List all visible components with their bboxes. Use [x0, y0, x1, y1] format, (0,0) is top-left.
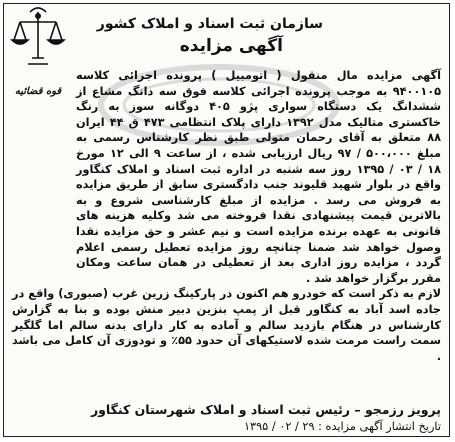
notice-body [12, 68, 441, 364]
notice-title: آگهی مزایده [179, 36, 283, 56]
notice-header [10, 8, 443, 64]
publication-date: تاریخ انتشار آگهی مزایده : ۲۹ / ۰۲ / ۱۳۹۵ [243, 420, 441, 433]
logo-caption: قوه قضائیه [14, 86, 62, 97]
notice-paragraph-2: لازم به ذکر است که خودرو هم اکنون در پارکینگ زرین غرب (صبوری) واقع در جاده اسد آباد به کنگاور قبل از پمپ بنزین دبیر منش بوده و بنا به گزارش کارشناس در هنگام بازدید سالم و آماده به کار دارای بدنه سالم اما گلگیر سمت راست مرمت شده لاستیکهای آن حدود ۵۵٪ و تودوزی آن کامل می باشد . [12, 287, 441, 363]
judiciary-scales-icon [10, 6, 66, 76]
notice-paragraph-1: آگهی مزایده مال منقول ( اتومبیل ) پرونده اجرائی کلاسه ۹۴۰۰۱۰۵ به موجب پرونده اجرائی کلاسه فوق سه دانگ مشاع از ششدانگ یک دستگاه سواری پژو ۴۰۵ دوگانه سوز به رنگ خاکستری متالیک مدل ۱۳۹۲ دارای پلاک انتظامی ۴۷۳ ق ۴۴ ایران ۸۸ متعلق به آقای رحمان متولی طبق نظر کارشناس رسمی به مبلغ ۵۰۰،۰۰۰ / ۹۷ ریال ارزیابی شده ، از ساعت ۹ الی ۱۲ مورخ ۱۸ / ۰۳ / ۱۳۹۵ روز سه شنبه در اداره ثبت اسناد و املاک کنگاور واقع در بلوار شهید قلیوند جنب دادگستری سابق از طریق مزایده به فروش می رسد . مزایده از مبلغ کارشناسی شروع و به بالاترین قیمت پیشنهادی نقدا فروخته می شد وکلیه هزینه های قانونی به عهده برنده مزایده است و نیم عشر و حق مزایده نقدا وصول خواهد شد ضمنا چنانچه روز مزایده تعطیل رسمی اعلام گردد ، مزایده روز اداری بعد از تعطیلی در همان ساعت ومکان مقرر برگزار خواهد شد . [76, 69, 442, 285]
organization-name: سازمان ثبت اسناد و املاک کشور [96, 16, 323, 32]
signature-line: پرویز رزمجو – رئیس ثبت اسناد و املاک شهرستان کنگاور [90, 402, 441, 417]
auction-notice [3, 3, 450, 437]
